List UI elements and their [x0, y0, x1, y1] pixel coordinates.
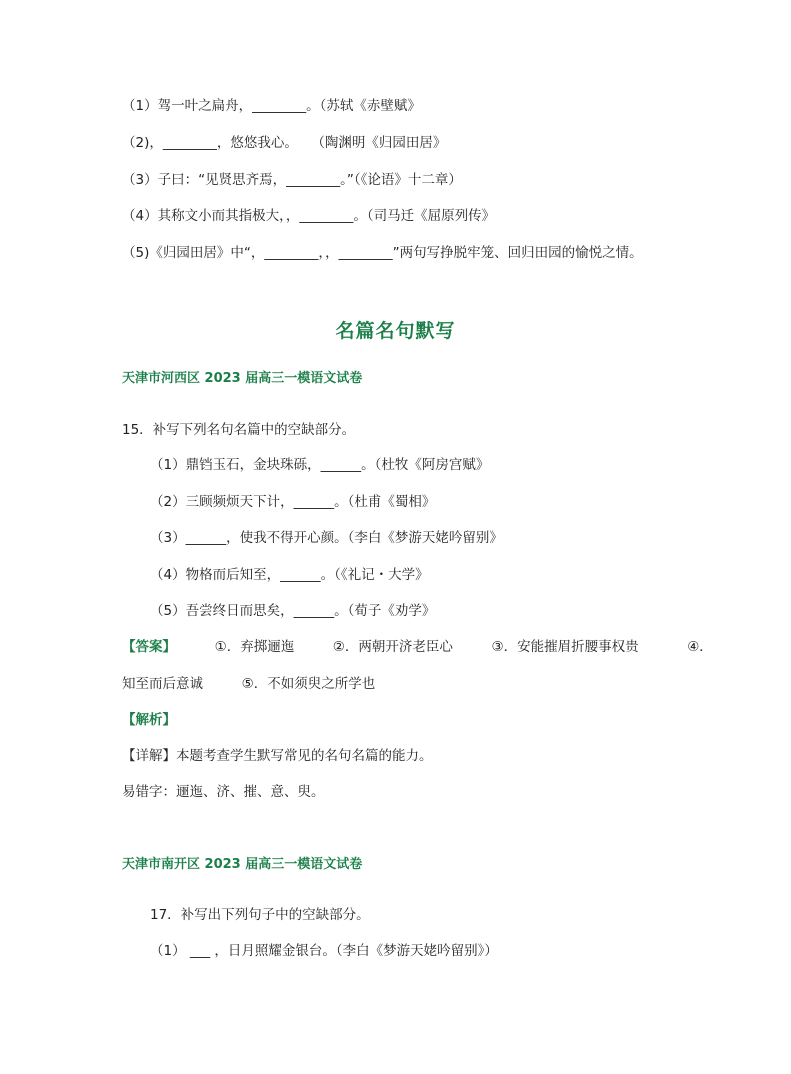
answer-2: ②．两朝开济老臣心 [332, 639, 453, 655]
q15-item-1: （1）鼎铛玉石，金块珠砾，______。（杜牧《阿房宫赋》 [150, 457, 490, 473]
part1-line-4: （4）其称文小而其指极大，，________。（司马迁《屈原列传》 [122, 208, 496, 224]
answer-4-text: 知至而后意诚 [122, 676, 203, 692]
q15-item-4: （4）物格而后知至，______。（《礼记・大学》 [150, 567, 429, 583]
q15-answer-row [122, 637, 713, 657]
q15-source: 天津市河西区 2023 届高三一模语文试卷 [122, 371, 363, 386]
q17-source: 天津市南开区 2023 届高三一模语文试卷 [122, 857, 363, 872]
q15-item-5: （5）吾尝终日而思矣，______。（荀子《劝学》 [150, 603, 436, 619]
part1-line-1: （1）驾一叶之扁舟，________。（苏轼《赤壁赋》 [122, 98, 421, 114]
part1-line-2: （2)，________，悠悠我心。 （陶渊明《归园田居》 [122, 135, 447, 151]
q15-item-3: （3）______，使我不得开心颜。（李白《梦游天姥吟留别》 [150, 530, 503, 546]
answer-5: ⑤．不如须臾之所学也 [241, 676, 376, 692]
typo-note: 易错字：逦迤、济、摧、意、臾。 [122, 784, 325, 800]
answer-3: ③．安能摧眉折腰事权贵 [491, 639, 639, 655]
q15-answer-row-2 [122, 674, 375, 694]
q15-item-2: （2）三顾频烦天下计，______。（杜甫《蜀相》 [150, 494, 436, 510]
part1-line-3: （3）子曰：“见贤思齐焉，________。”（《论语》十二章） [122, 172, 462, 188]
q15-prompt: 15．补写下列名句名篇中的空缺部分。 [122, 422, 356, 438]
part1-line-5: （5)《归园田居》中“，________，，________”两句写挣脱牢笼、回归田园的愉悦之情。 [122, 245, 643, 261]
answer-label: 【答案】 [122, 639, 176, 655]
answer-1: ①．弃掷逦迤 [214, 639, 295, 655]
detail-text: 【详解】本题考查学生默写常见的名句名篇的能力。 [122, 748, 433, 764]
q17-prompt: 17．补写出下列句子中的空缺部分。 [150, 907, 370, 923]
analysis-label: 【解析】 [122, 712, 176, 728]
answer-4-label: ④． [687, 639, 713, 655]
section-title: 名篇名句默写 [335, 320, 456, 342]
q17-item-1: （1） ___ ，日月照耀金银台。（李白《梦游天姥吟留别》） [150, 943, 498, 959]
